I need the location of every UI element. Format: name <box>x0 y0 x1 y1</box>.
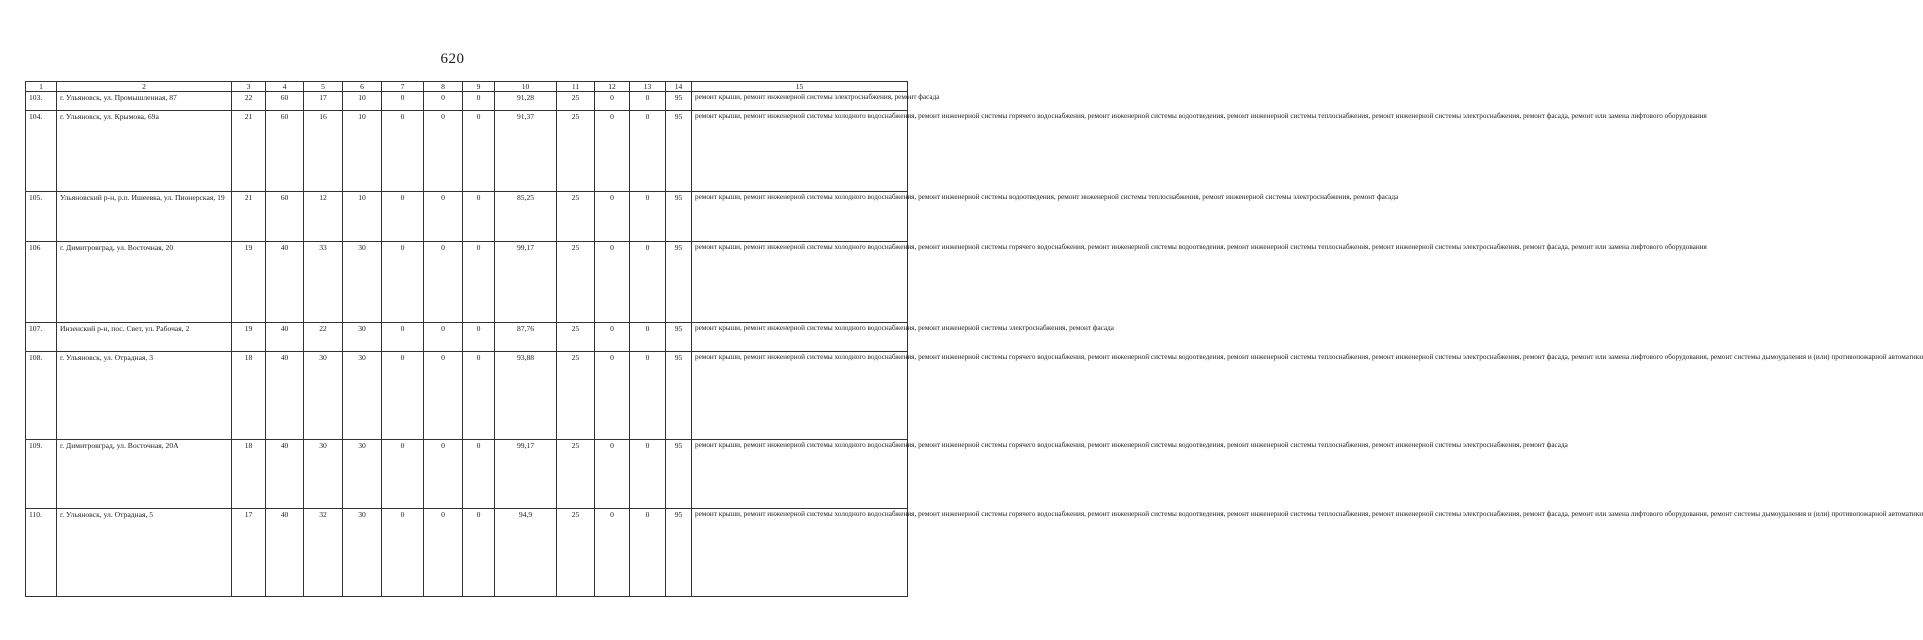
value-cell: 40 <box>266 323 304 352</box>
column-header: 10 <box>495 82 557 92</box>
table-row <box>26 111 908 192</box>
value-cell: 0 <box>595 440 630 509</box>
value-cell: 0 <box>595 92 630 111</box>
value-cell: 0 <box>424 509 463 597</box>
value-cell: 0 <box>382 440 424 509</box>
value-cell: 0 <box>630 509 666 597</box>
value-cell: 33 <box>304 242 343 323</box>
table-row <box>26 352 908 440</box>
value-cell: 95 <box>666 440 692 509</box>
address-cell: г. Димитровград, ул. Восточная, 20А <box>57 440 232 509</box>
address-cell: г. Ульяновск, ул. Отрадная, 5 <box>57 509 232 597</box>
value-cell: 0 <box>382 352 424 440</box>
value-cell: 0 <box>463 111 495 192</box>
value-cell: 18 <box>232 352 266 440</box>
value-cell: 16 <box>304 111 343 192</box>
value-cell: 0 <box>424 323 463 352</box>
column-header: 5 <box>304 82 343 92</box>
column-header: 4 <box>266 82 304 92</box>
value-cell: 10 <box>343 192 382 242</box>
value-cell: 30 <box>343 509 382 597</box>
value-cell: 0 <box>630 323 666 352</box>
value-cell: 95 <box>666 192 692 242</box>
score-cell: 94,9 <box>495 509 557 597</box>
value-cell: 25 <box>557 352 595 440</box>
column-header: 12 <box>595 82 630 92</box>
value-cell: 0 <box>424 92 463 111</box>
value-cell: 0 <box>630 111 666 192</box>
page-number: 620 <box>440 51 465 67</box>
score-cell: 93,88 <box>495 352 557 440</box>
value-cell: 21 <box>232 192 266 242</box>
table-row <box>26 242 908 323</box>
value-cell: 0 <box>382 192 424 242</box>
value-cell: 25 <box>557 192 595 242</box>
value-cell: 0 <box>424 111 463 192</box>
value-cell: 0 <box>463 509 495 597</box>
value-cell: 18 <box>232 440 266 509</box>
column-header: 9 <box>463 82 495 92</box>
value-cell: 0 <box>424 192 463 242</box>
row-number: 109. <box>26 440 57 509</box>
value-cell: 60 <box>266 111 304 192</box>
column-header: 2 <box>57 82 232 92</box>
value-cell: 12 <box>304 192 343 242</box>
value-cell: 10 <box>343 92 382 111</box>
value-cell: 0 <box>595 192 630 242</box>
value-cell: 95 <box>666 352 692 440</box>
value-cell: 0 <box>424 352 463 440</box>
value-cell: 17 <box>232 509 266 597</box>
value-cell: 0 <box>463 92 495 111</box>
value-cell: 0 <box>382 111 424 192</box>
value-cell: 95 <box>666 509 692 597</box>
works-cell: ремонт крыши, ремонт инженерной системы холодного водоснабжения, ремонт инженерной системы горячего водоснабжения, ремонт инженерной системы водоотведения, ремонт инженерной системы теплоснабжения, ремонт инженерной системы электроснабжения, ремонт фасада <box>692 440 908 509</box>
value-cell: 0 <box>382 92 424 111</box>
address-cell: г. Димитровград, ул. Восточная, 20 <box>57 242 232 323</box>
value-cell: 40 <box>266 440 304 509</box>
value-cell: 25 <box>557 242 595 323</box>
column-header: 6 <box>343 82 382 92</box>
row-number: 106 <box>26 242 57 323</box>
value-cell: 19 <box>232 323 266 352</box>
value-cell: 0 <box>463 352 495 440</box>
value-cell: 0 <box>382 242 424 323</box>
value-cell: 95 <box>666 323 692 352</box>
value-cell: 0 <box>463 192 495 242</box>
value-cell: 0 <box>424 440 463 509</box>
score-cell: 91,28 <box>495 92 557 111</box>
value-cell: 95 <box>666 111 692 192</box>
row-number: 104. <box>26 111 57 192</box>
value-cell: 25 <box>557 92 595 111</box>
table-row <box>26 440 908 509</box>
value-cell: 25 <box>557 440 595 509</box>
value-cell: 17 <box>304 92 343 111</box>
address-cell: г. Ульяновск, ул. Промышленная, 87 <box>57 92 232 111</box>
table-row <box>26 323 908 352</box>
column-header: 1 <box>26 82 57 92</box>
value-cell: 95 <box>666 92 692 111</box>
row-number: 107. <box>26 323 57 352</box>
table-row <box>26 92 908 111</box>
value-cell: 60 <box>266 192 304 242</box>
value-cell: 22 <box>304 323 343 352</box>
value-cell: 30 <box>343 242 382 323</box>
value-cell: 32 <box>304 509 343 597</box>
value-cell: 0 <box>463 440 495 509</box>
value-cell: 40 <box>266 509 304 597</box>
value-cell: 0 <box>463 242 495 323</box>
column-header: 14 <box>666 82 692 92</box>
value-cell: 22 <box>232 92 266 111</box>
value-cell: 0 <box>630 192 666 242</box>
value-cell: 0 <box>630 440 666 509</box>
value-cell: 0 <box>595 242 630 323</box>
value-cell: 0 <box>595 323 630 352</box>
works-cell: ремонт крыши, ремонт инженерной системы холодного водоснабжения, ремонт инженерной системы горячего водоснабжения, ремонт инженерной системы водоотведения, ремонт инженерной системы теплоснабжения, ремонт инженерной системы электроснабжения, ремонт фасада, ремонт или замена лифтового оборудования <box>692 242 908 323</box>
column-header: 15 <box>692 82 908 92</box>
registry-table <box>25 81 1923 597</box>
score-cell: 99,17 <box>495 242 557 323</box>
works-cell: ремонт крыши, ремонт инженерной системы холодного водоснабжения, ремонт инженерной системы горячего водоснабжения, ремонт инженерной системы водоотведения, ремонт инженерной системы теплоснабжения, ремонт инженерной системы электроснабжения, ремонт фасада, ремонт или замена лифтового оборудования <box>692 111 908 192</box>
value-cell: 0 <box>595 111 630 192</box>
value-cell: 30 <box>304 352 343 440</box>
value-cell: 40 <box>266 242 304 323</box>
address-cell: Инзенский р-н, пос. Свет, ул. Рабочая, 2 <box>57 323 232 352</box>
column-header: 3 <box>232 82 266 92</box>
value-cell: 25 <box>557 509 595 597</box>
score-cell: 91,37 <box>495 111 557 192</box>
row-number: 108. <box>26 352 57 440</box>
value-cell: 21 <box>232 111 266 192</box>
value-cell: 0 <box>463 323 495 352</box>
column-header: 11 <box>557 82 595 92</box>
works-cell: ремонт крыши, ремонт инженерной системы холодного водоснабжения, ремонт инженерной системы электроснабжения, ремонт фасада <box>692 323 908 352</box>
score-cell: 85,25 <box>495 192 557 242</box>
row-number: 110. <box>26 509 57 597</box>
value-cell: 30 <box>343 323 382 352</box>
column-header: 8 <box>424 82 463 92</box>
value-cell: 0 <box>595 509 630 597</box>
value-cell: 60 <box>266 92 304 111</box>
table-row <box>26 192 908 242</box>
score-cell: 87,76 <box>495 323 557 352</box>
works-cell: ремонт крыши, ремонт инженерной системы холодного водоснабжения, ремонт инженерной системы горячего водоснабжения, ремонт инженерной системы водоотведения, ремонт инженерной системы теплоснабжения, ремонт инженерной системы электроснабжения, ремонт фасада, ремонт или замена лифтового оборудования, ремонт системы дымоудаления и (или) противопожарной автоматики <box>692 352 908 440</box>
column-header: 7 <box>382 82 424 92</box>
works-cell: ремонт крыши, ремонт инженерной системы электроснабжения, ремонт фасада <box>692 92 908 111</box>
value-cell: 0 <box>595 352 630 440</box>
value-cell: 25 <box>557 323 595 352</box>
value-cell: 0 <box>630 352 666 440</box>
column-header: 13 <box>630 82 666 92</box>
value-cell: 95 <box>666 242 692 323</box>
value-cell: 19 <box>232 242 266 323</box>
value-cell: 0 <box>424 242 463 323</box>
works-cell: ремонт крыши, ремонт инженерной системы холодного водоснабжения, ремонт инженерной системы горячего водоснабжения, ремонт инженерной системы водоотведения, ремонт инженерной системы теплоснабжения, ремонт инженерной системы электроснабжения, ремонт фасада, ремонт или замена лифтового оборудования, ремонт системы дымоудаления и (или) противопожарной автоматики <box>692 509 908 597</box>
value-cell: 30 <box>343 352 382 440</box>
table-header-row <box>26 82 908 92</box>
value-cell: 25 <box>557 111 595 192</box>
address-cell: г. Ульяновск, ул. Отрадная, 3 <box>57 352 232 440</box>
value-cell: 30 <box>304 440 343 509</box>
value-cell: 0 <box>630 242 666 323</box>
value-cell: 0 <box>630 92 666 111</box>
score-cell: 99,17 <box>495 440 557 509</box>
value-cell: 0 <box>382 323 424 352</box>
value-cell: 30 <box>343 440 382 509</box>
value-cell: 0 <box>382 509 424 597</box>
address-cell: г. Ульяновск, ул. Крымова, 69а <box>57 111 232 192</box>
value-cell: 10 <box>343 111 382 192</box>
value-cell: 40 <box>266 352 304 440</box>
works-cell: ремонт крыши, ремонт инженерной системы холодного водоснабжения, ремонт инженерной системы водоотведения, ремонт инженерной системы теплоснабжения, ремонт инженерной системы электроснабжения, ремонт фасада <box>692 192 908 242</box>
table-row <box>26 509 908 597</box>
row-number: 103. <box>26 92 57 111</box>
address-cell: Ульяновский р-н, р.п. Ишеевка, ул. Пионерская, 19 <box>57 192 232 242</box>
row-number: 105. <box>26 192 57 242</box>
